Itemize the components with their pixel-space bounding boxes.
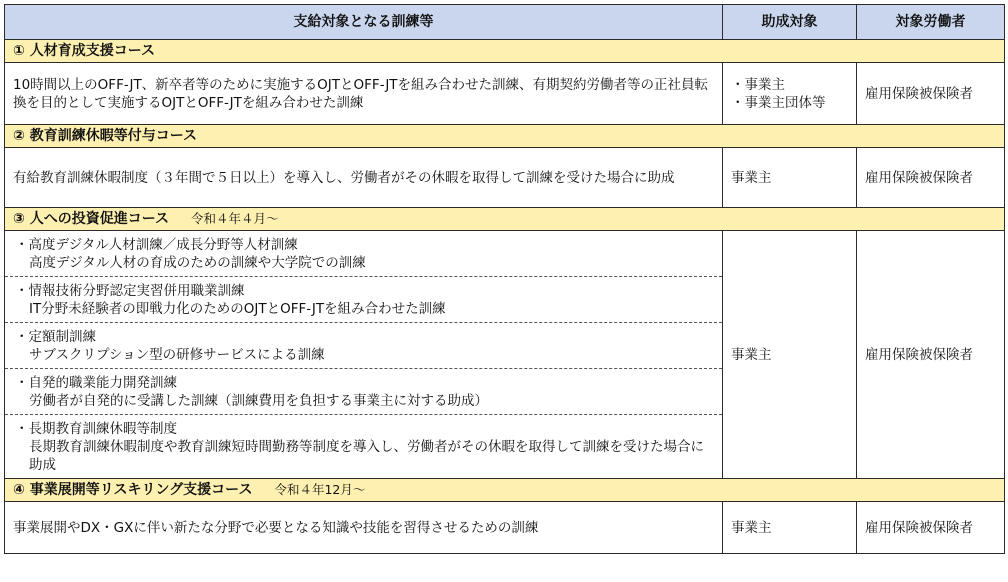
header-workers: 対象労働者 <box>857 5 1005 40</box>
list-item: ・情報技術分野認定実習併用職業訓練 IT分野未経験者の即戦力化のためのOJTとOFF-JTを組み合わせた訓練 <box>5 277 722 323</box>
list-item: ・自発的職業能力開発訓練 労働者が自発的に受講した訓練（訓練費用を負担する事業主に対する助成） <box>5 369 722 415</box>
list-item: ・高度デジタル人材訓練／成長分野等人材訓練 高度デジタル人材の育成のための訓練や大学院での訓練 <box>5 231 722 277</box>
section-row-3 <box>5 208 1005 231</box>
section-body-3 <box>5 231 1005 479</box>
header-training: 支給対象となる訓練等 <box>5 5 723 40</box>
section-description-4: 事業展開やDX・GXに伴い新たな分野で必要となる知識や技能を習得させるための訓練 <box>5 502 723 554</box>
section-workers-4: 雇用保険被保険者 <box>857 502 1005 554</box>
section-description-2: 有給教育訓練休暇制度（３年間で５日以上）を導入し、労働者がその休暇を取得して訓練を受けた場合に助成 <box>5 148 723 208</box>
list-item: ・長期教育訓練休暇等制度 長期教育訓練休暇制度や教育訓練短時間勤務等制度を導入し、労働者がその休暇を取得して訓練を受けた場合に助成 <box>15 421 704 473</box>
section-workers-2: 雇用保険被保険者 <box>857 148 1005 208</box>
target-line: ・事業主団体等 <box>731 94 826 111</box>
section-title-1: ① 人材育成支援コース <box>5 40 1005 63</box>
section-targets-3: 事業主 <box>723 231 857 479</box>
section-body-2 <box>5 148 1005 208</box>
section-row-2 <box>5 125 1005 148</box>
section-targets-4: 事業主 <box>723 502 857 554</box>
section-targets-1 <box>723 63 857 125</box>
target-line: ・事業主 <box>731 76 785 93</box>
section-description-1: 10時間以上のOFF-JT、新卒者等のために実施するOJTとOFF-JTを組み合わせた訓練、有期契約労働者等の正社員転換を目的として実施するOJTとOFF-JTを組み合わせた訓練 <box>5 63 723 125</box>
section-targets-2: 事業主 <box>723 148 857 208</box>
section-title-4: ④ 事業展開等リスキリング支援コース 令和４年12月～ <box>5 479 1005 502</box>
section-note-4: 令和４年12月～ <box>274 482 366 497</box>
section-items-3 <box>5 231 723 479</box>
list-item: ・定額制訓練 サブスクリプション型の研修サービスによる訓練 <box>5 323 722 369</box>
section-row-4 <box>5 479 1005 502</box>
section-body-1 <box>5 63 1005 125</box>
section-body-4 <box>5 502 1005 554</box>
section-note-3: 令和４年４月～ <box>191 211 279 226</box>
section-workers-1: 雇用保険被保険者 <box>857 63 1005 125</box>
header-row <box>5 5 1005 40</box>
header-target: 助成対象 <box>723 5 857 40</box>
subsidy-table <box>4 4 1005 554</box>
section-title-3: ③ 人への投資促進コース 令和４年４月～ <box>5 208 1005 231</box>
section-title-2: ② 教育訓練休暇等付与コース <box>5 125 1005 148</box>
section-row-1 <box>5 40 1005 63</box>
section-workers-3: 雇用保険被保険者 <box>857 231 1005 479</box>
